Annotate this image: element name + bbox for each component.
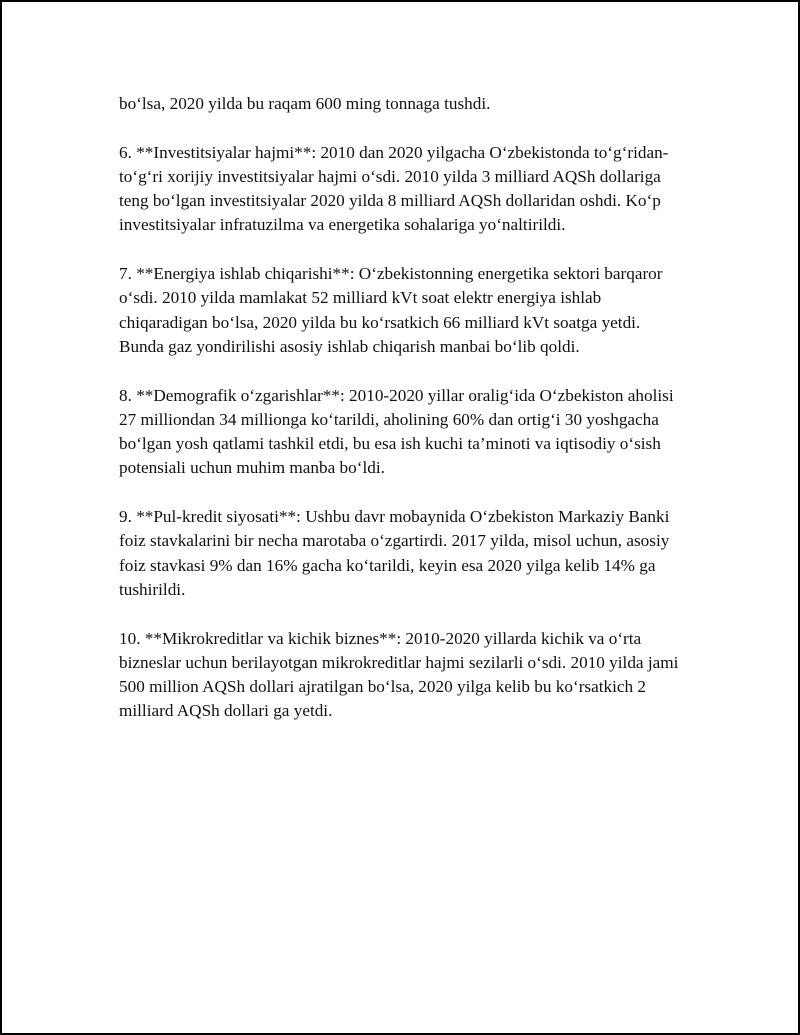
paragraph-microcredit: 10. **Mikrokreditlar va kichik biznes**: 2010-2020 yillarda kichik va o‘rta bizneslar uchun berilayotgan mikrokreditlar hajmi sezilarli o‘sdi. 2010 yilda jami 500 million AQSh dollari ajratilgan bo‘lsa, 2020 yilga kelib bu ko‘rsatkich 2 milliard AQSh dollari ga yetdi.: [119, 628, 679, 721]
paragraph-monetary-policy: 9. **Pul-kredit siyosati**: Ushbu davr mobaynida O‘zbekiston Markaziy Banki foiz stavkalarini bir necha marotaba o‘zgartirdi. 2017 yilda, misol uchun, asosiy foiz stavkasi 9% dan 16% gacha ko‘tarildi, keyin esa 2020 yilga kelib 14% ga tushirildi.: [119, 507, 670, 599]
paragraph-continuation: bo‘lsa, 2020 yilda bu raqam 600 ming tonnaga tushdi.: [119, 94, 491, 113]
document-body: [119, 92, 689, 748]
paragraph-investments: 6. **Investitsiyalar hajmi**: 2010 dan 2020 yilgacha O‘zbekistonda to‘g‘ridan-to‘g‘ri xorijiy investitsiyalar hajmi o‘sdi. 2010 yilda 3 milliard AQSh dollariga teng bo‘lgan investitsiyalar 2020 yilda 8 milliard AQSh dollaridan oshdi. Ko‘p investitsiyalar infratuzilma va energetika sohalariga yo‘naltirildi.: [119, 142, 669, 235]
paragraph-energy-production: 7. **Energiya ishlab chiqarishi**: O‘zbekistonning energetika sektori barqaror o‘sdi. 2010 yilda mamlakat 52 milliard kVt soat elektr energiya ishlab chiqaradigan bo‘lsa, 2020 yilda bu ko‘rsatkich 66 milliard kVt soatga yetdi. Bunda gaz yondirilishi asosiy ishlab chiqarish manbai bo‘lib qoldi.: [119, 264, 663, 356]
paragraph-demographics: 8. **Demografik o‘zgarishlar**: 2010-2020 yillar oralig‘ida O‘zbekiston aholisi 27 milliondan 34 millionga ko‘tarildi, aholining 60% dan ortig‘i 30 yoshgacha bo‘lgan yosh qatlami tashkil etdi, bu esa ish kuchi ta’minoti va iqtisodiy o‘sish potensiali uchun muhim manba bo‘ldi.: [119, 385, 674, 478]
